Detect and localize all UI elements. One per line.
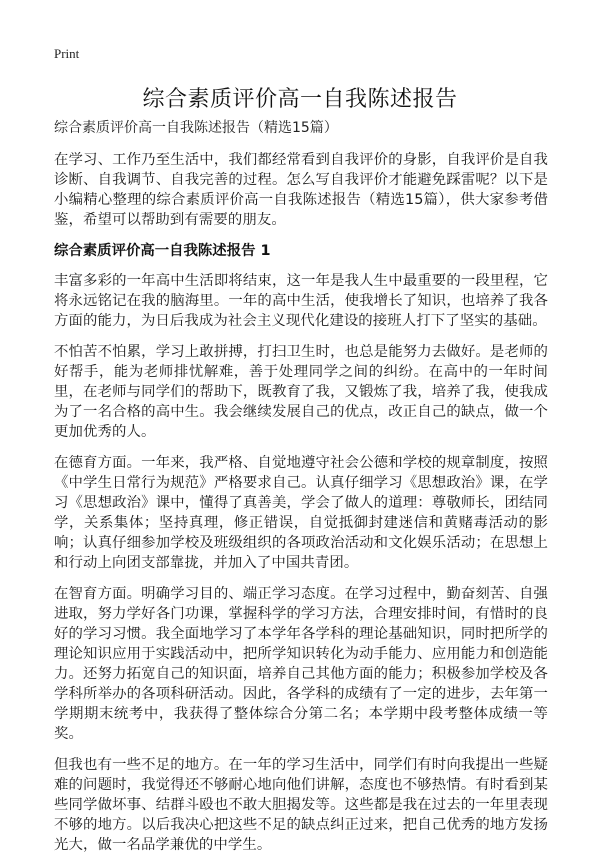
body-paragraph: 在智育方面。明确学习目的、端正学习态度。在学习过程中，勤奋刻苦、自强进取，努力学好各门功课，掌握科学的学习方法，合理安排时间，有惜时的良好的学习习惯。我全面地学习了本学年各学科的理论基础知识，同时把所学的理论知识应用于实践活动中，把所学知识转化为动手能力、应用能力和创造能力。还努力拓宽自己的知识面，培养自己其他方面的能力；积极参加学校及各学科所举办的各项科研活动。因此，各学科的成绩有了一定的进步，去年第一学期期末统考中，我获得了整体综合分第二名；本学期中段考整体成绩一等奖。 bbox=[54, 586, 548, 742]
body-paragraph: 但我也有一些不足的地方。在一年的学习生活中，同学们有时向我提出一些疑难的问题时，我觉得还不够耐心地向他们讲解，态度也不够热情。有时看到某些同学做坏事、结群斗殴也不敢大胆揭发等。这些都是我在过去的一年里表现不够的地方。以后我决心把这些不足的缺点纠正过来，把自己优秀的地方发扬光大，做一名品学兼优的中学生。 bbox=[54, 757, 548, 853]
print-link[interactable]: Print bbox=[54, 46, 80, 61]
body-paragraph: 不怕苦不怕累，学习上敢拼搏，打扫卫生时，也总是能努力去做好。是老师的好帮手，能为老师排忧解难，善于处理同学之间的纠纷。在高中的一年时间里，在老师与同学们的帮助下，既教育了我，又锻炼了我，培养了我，使我成为了一名合格的高中生。我会继续发展自己的优点，改正自己的缺点，做一个更加优秀的人。 bbox=[54, 344, 548, 440]
body-paragraph: 丰富多彩的一年高中生活即将结束，这一年是我人生中最重要的一段里程，它将永远铭记在我的脑海里。一年的高中生活，使我增长了知识，也培养了我各方面的能力，为日后我成为社会主义现代化建设的接班人打下了坚实的基础。 bbox=[54, 273, 548, 329]
document-subtitle: 综合素质评价高一自我陈述报告（精选15篇） bbox=[54, 120, 338, 136]
section-heading: 综合素质评价高一自我陈述报告 1 bbox=[54, 243, 271, 259]
document-body bbox=[54, 118, 548, 866]
body-paragraph: 在德育方面。一年来，我严格、自觉地遵守社会公德和学校的规章制度，按照《中学生日常行为规范》严格要求自己。认真仔细学习《思想政治》课，在学习《思想政治》课中，懂得了真善美，学会了做人的道理：尊敬师长，团结同学，关系集体；坚持真理，修正错误，自觉抵御封建迷信和黄赌毒活动的影响；认真仔细参加学校及班级组织的各项政治活动和文化娱乐活动；在思想上和行动上向团支部靠拢，并加入了中国共青团。 bbox=[54, 455, 548, 571]
page-title: 综合素质评价高一自我陈述报告 bbox=[142, 87, 458, 112]
intro-paragraph: 在学习、工作乃至生活中，我们都经常看到自我评价的身影，自我评价是自我诊断、自我调节、自我完善的过程。怎么写自我评价才能避免踩雷呢？以下是小编精心整理的综合素质评价高一自我陈述报告（精选15篇），供大家参考借鉴，希望可以帮助到有需要的朋友。 bbox=[54, 152, 548, 228]
